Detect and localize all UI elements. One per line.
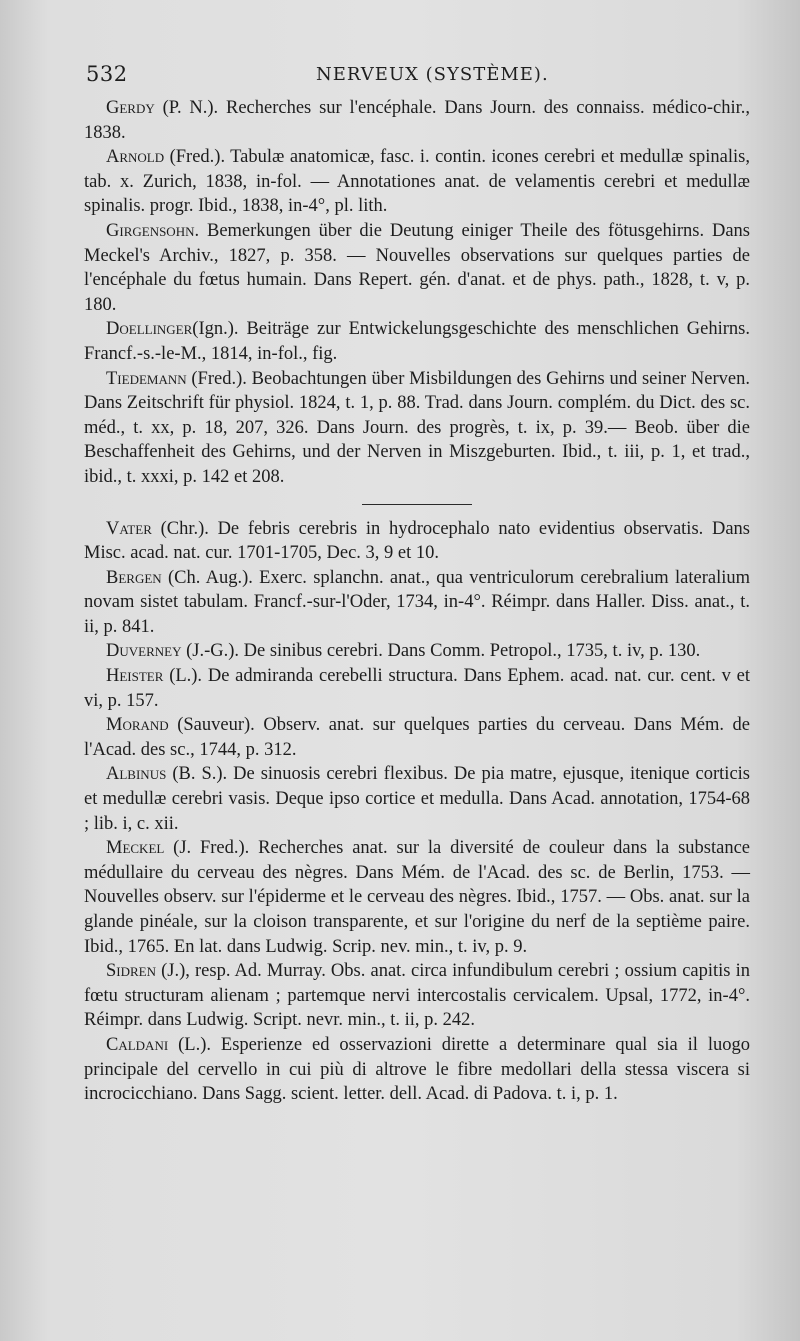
bib-author: Meckel bbox=[106, 838, 165, 859]
bib-text: (J. Fred.). Recherches anat. sur la diversité de couleur dans la substance médullaire du cerveau des nègres. Dans Mém. de l'Acad. des sc. de Berlin, 1753. — Nouvelles observ. sur l'épiderme et le cerveau des nègres. Ibid., 1757. — Obs. anat. sur la glande pinéale, sur la cloison transparente, et sur l'origine du nerf de la septième paire. Ibid., 1765. En lat. dans Ludwig. Scrip. nev. min., t. iv, p. 9. bbox=[84, 838, 750, 957]
running-head bbox=[86, 62, 746, 92]
bib-text: . Bemerkungen über die Deutung einiger Theile des fötusgehirns. Dans Meckel's Archiv., 1827, p. 358. — Nouvelles observations sur quelques parties de l'encéphale du fœtus humain. Dans Repert. gén. d'anat. et de phys. path., 1828, t. v, p. 180. bbox=[84, 220, 750, 315]
bib-entry bbox=[84, 367, 750, 490]
running-title: NERVEUX (SYSTÈME). bbox=[316, 64, 549, 85]
bib-entry bbox=[84, 517, 750, 566]
page-number: 532 bbox=[86, 62, 128, 86]
bib-entry bbox=[84, 713, 750, 762]
bib-entry bbox=[84, 317, 750, 366]
bib-entry bbox=[84, 762, 750, 836]
bib-author: Bergen bbox=[106, 567, 162, 588]
bib-text: (P. N.). Recherches sur l'encéphale. Dans Journ. des connaiss. médico-chir., 1838. bbox=[84, 98, 750, 143]
bibliography-bottom bbox=[84, 517, 750, 1107]
bib-text: (Ch. Aug.). Exerc. splanchn. anat., qua ventriculorum cerebralium lateralium novam sistet tabulam. Francf.-sur-l'Oder, 1734, in-4°. Réimpr. dans Haller. Diss. anat., t. ii, p. 841. bbox=[84, 567, 750, 637]
bib-text: (B. S.). De sinuosis cerebri flexibus. De pia matre, ejusque, itenique corticis et medullæ cerebri vasis. Deque ipso cortice et medulla. Dans Acad. annotation, 1754-68 ; lib. i, c. xii. bbox=[84, 764, 750, 834]
bib-author: Morand bbox=[106, 715, 169, 736]
bib-text: (Fred.). Beobachtungen über Misbildungen des Gehirns und seiner Nerven. Dans Zeitschrift für physiol. 1824, t. 1, p. 88. Trad. dans Journ. complém. du Dict. des sc. méd., t. xx, p. 18, 207, 326. Dans Journ. des progrès, t. ix, p. 39.— Beob. über die Beschaffenheit des Gehirns, und der Nerven in Miszgeburten. Ibid., t. iii, p. 1, et trad., ibid., t. xxxi, p. 142 et 208. bbox=[84, 368, 750, 487]
bib-text: (L.). Esperienze ed osservazioni dirette a determinare qual sia il luogo principale del cervello in cui più di altrove le fibre medollari della stessa viscera si incrocicchiano. Dans Sagg. scient. letter. dell. Acad. di Padova. t. i, p. 1. bbox=[84, 1034, 750, 1105]
bib-text: (Chr.). De febris cerebris in hydrocephalo nato evidentius observatis. Dans Misc. acad. nat. cur. 1701-1705, Dec. 3, 9 et 10. bbox=[84, 518, 750, 564]
bib-text: (L.). De admiranda cerebelli structura. Dans Ephem. acad. nat. cur. cent. v et vi, p. 157. bbox=[84, 666, 750, 711]
bib-author: Tiedemann bbox=[106, 368, 187, 389]
bib-entry bbox=[84, 836, 750, 959]
bib-entry bbox=[84, 566, 750, 640]
bib-author: Girgensohn bbox=[106, 220, 195, 241]
bib-author: Duverney bbox=[106, 641, 182, 662]
bib-text: (Ign.). Beiträge zur Entwickelungsgeschichte des menschlichen Gehirns. Francf.-s.-le-M., 1814, in-fol., fig. bbox=[84, 319, 750, 364]
bibliography-text bbox=[84, 96, 750, 1107]
bib-entry bbox=[84, 96, 750, 145]
bib-author: Sidren bbox=[106, 961, 157, 982]
bib-entry bbox=[84, 664, 750, 713]
bib-entry bbox=[84, 959, 750, 1033]
bib-author: Doellinger bbox=[106, 319, 193, 340]
bib-author: Vater bbox=[106, 518, 152, 539]
bibliography-top bbox=[84, 96, 750, 490]
bib-text: (Sauveur). Observ. anat. sur quelques parties du cerveau. Dans Mém. de l'Acad. des sc., 1744, p. 312. bbox=[84, 715, 750, 760]
bib-text: (J.-G.). De sinibus cerebri. Dans Comm. Petropol., 1735, t. iv, p. 130. bbox=[181, 641, 701, 662]
bib-author: Albinus bbox=[106, 764, 167, 785]
bib-author: Heister bbox=[106, 666, 164, 687]
bib-entry bbox=[84, 145, 750, 219]
bib-entry bbox=[84, 219, 750, 317]
bib-text: (J.), resp. Ad. Murray. Obs. anat. circa infundibulum cerebri ; ossium capitis in fœtu structuram alienam ; partemque nervi intercostalis cervicalem. Upsal, 1772, in-4°. Réimpr. dans Ludwig. Script. nevr. min., t. ii, p. 242. bbox=[84, 961, 750, 1031]
bib-author: Gerdy bbox=[106, 98, 155, 118]
bib-author: Arnold bbox=[106, 147, 165, 168]
section-divider bbox=[362, 504, 472, 505]
bib-entry bbox=[84, 1033, 750, 1107]
bib-author: Caldani bbox=[106, 1034, 169, 1055]
bib-entry bbox=[84, 639, 750, 664]
bib-text: (Fred.). Tabulæ anatomicæ, fasc. i. contin. icones cerebri et medullæ spinalis, tab. x. Zurich, 1838, in-fol. — Annotationes anat. de velamentis cerebri et medullæ spinalis. progr. Ibid., 1838, in-4°, pl. lith. bbox=[84, 147, 750, 217]
